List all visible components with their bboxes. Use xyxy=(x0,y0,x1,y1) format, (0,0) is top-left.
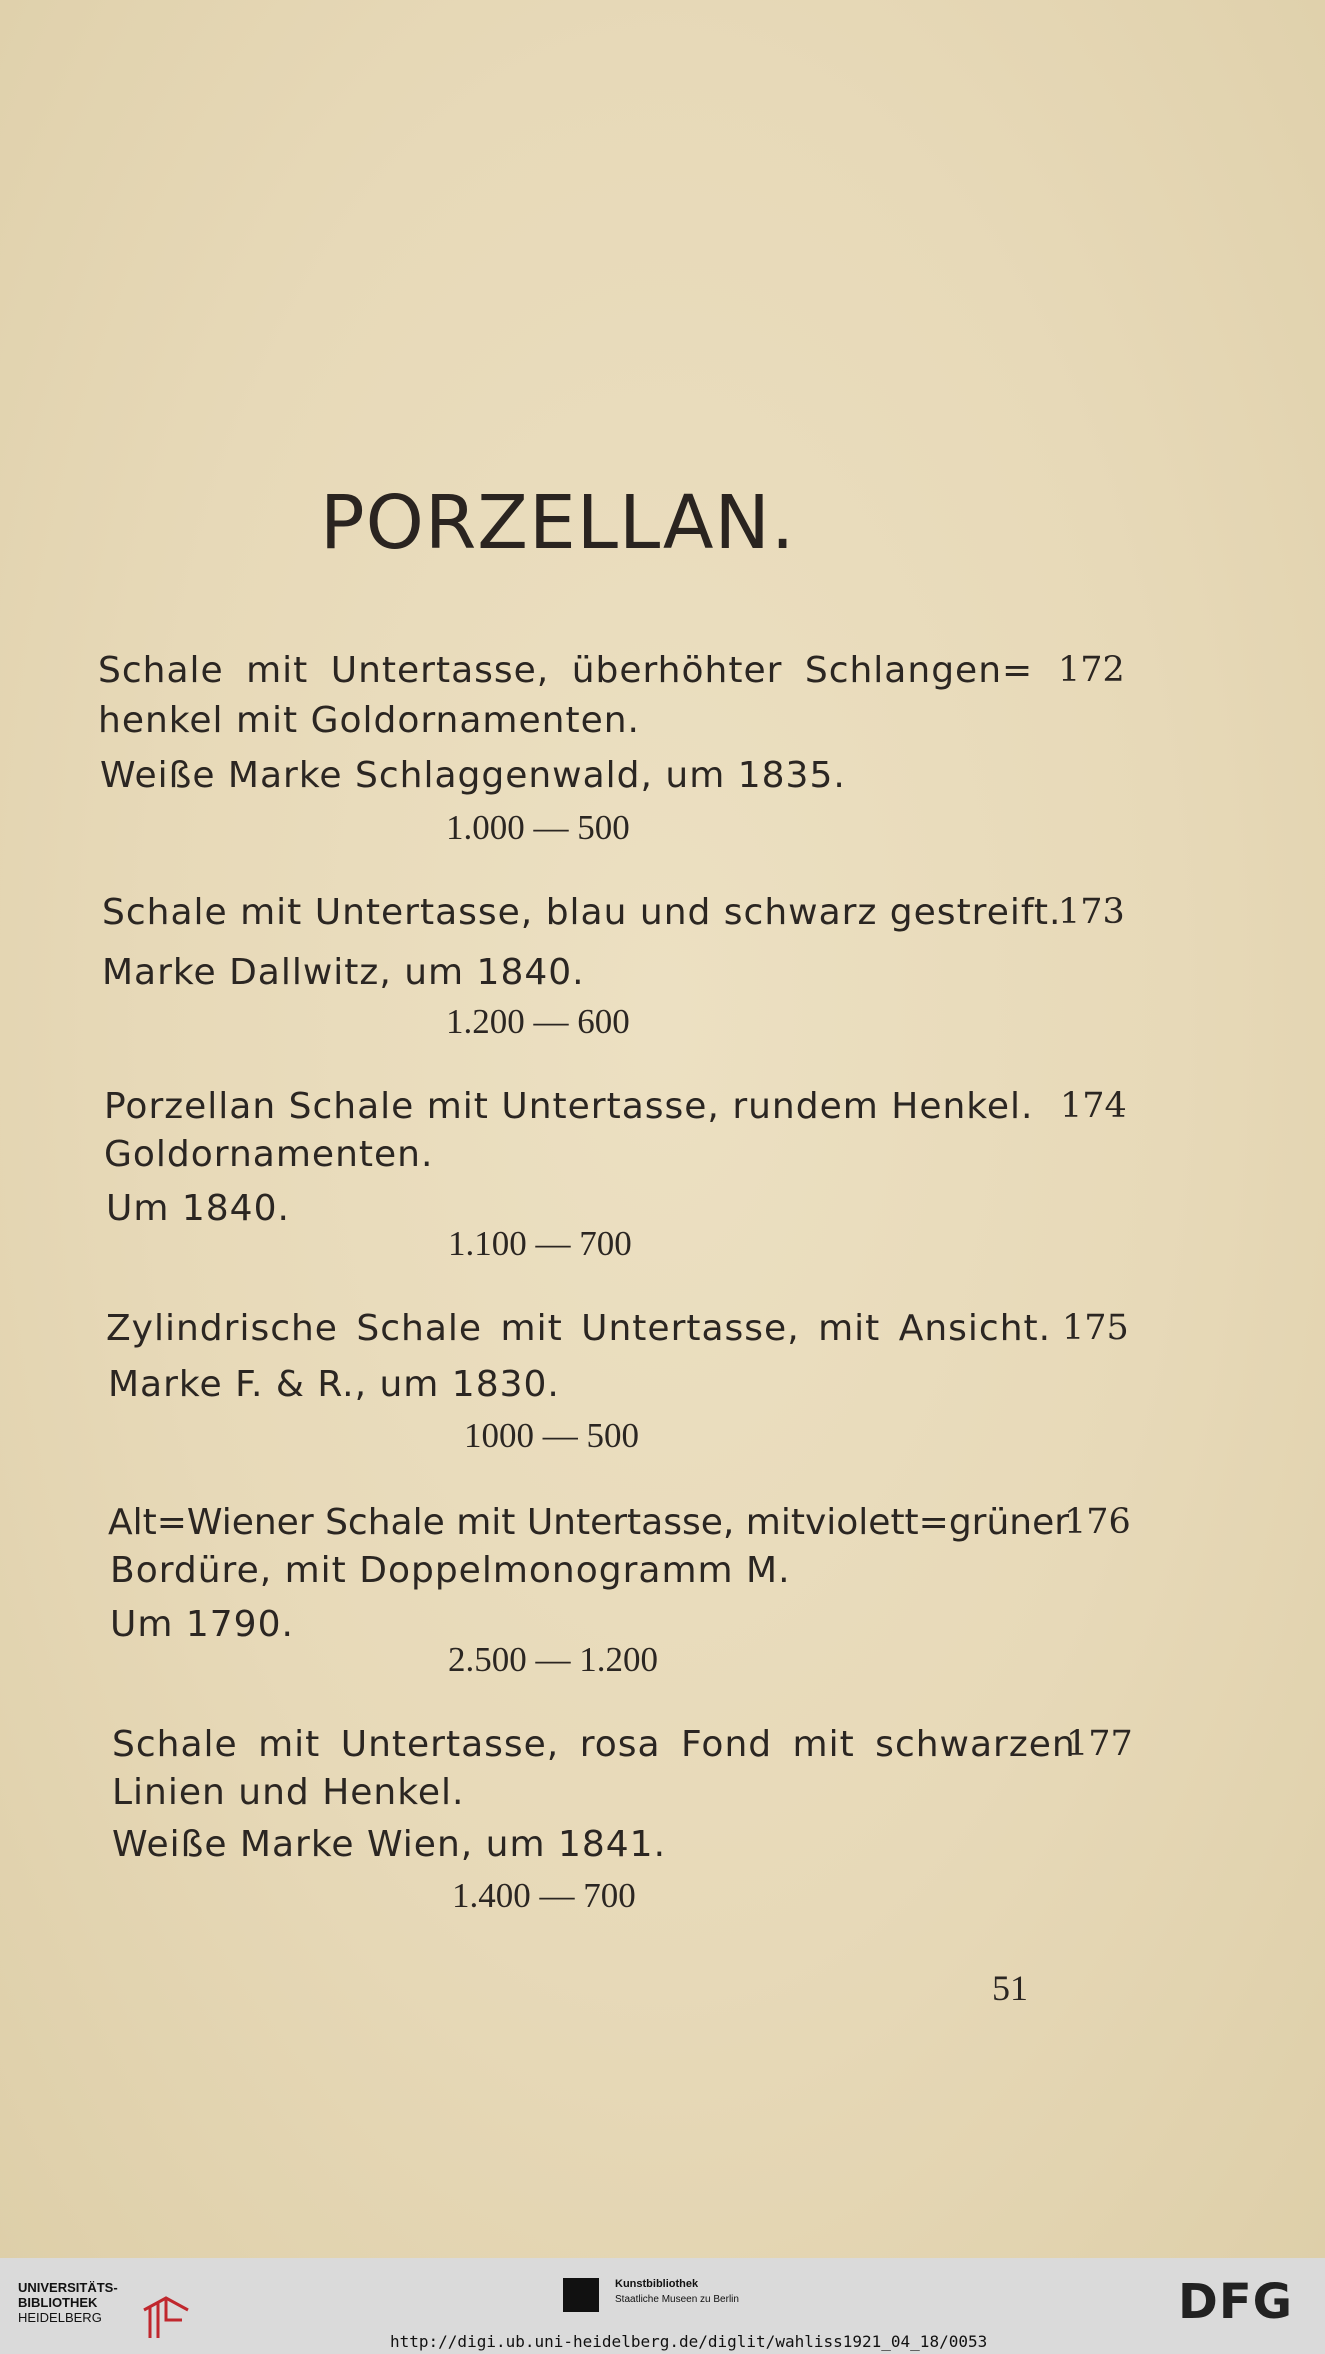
entry-line: Schale mit Untertasse, rosa Fond mit schwarzen xyxy=(112,1724,1076,1765)
library-name-line3: HEIDELBERG xyxy=(18,2310,102,2325)
entry-line: Porzellan Schale mit Untertasse, rundem Henkel. xyxy=(104,1086,1034,1127)
entry-price: 1.400 — 700 xyxy=(452,1876,636,1915)
university-library-logo[interactable] xyxy=(18,2280,188,2336)
entry-price: 1.100 — 700 xyxy=(448,1224,632,1263)
entry-line: Um 1840. xyxy=(106,1188,290,1229)
dfg-logo[interactable]: DFG xyxy=(1178,2274,1294,2330)
library-emblem-icon xyxy=(136,2280,196,2342)
entry-line: Alt=Wiener Schale mit Untertasse, mitviolett=grüner xyxy=(108,1502,1070,1543)
permalink-url[interactable]: http://digi.ub.uni-heidelberg.de/diglit/wahliss1921_04_18/0053 xyxy=(390,2332,988,2351)
entry-price: 1.000 — 500 xyxy=(446,808,630,847)
entry-number: 173 xyxy=(1058,892,1125,932)
kunstbibliothek-square-icon xyxy=(563,2278,599,2312)
entry-line: Bordüre, mit Doppelmonogramm M. xyxy=(110,1550,791,1591)
entry-line: Schale mit Untertasse, überhöhter Schlangen= xyxy=(98,650,1034,691)
entry-number: 175 xyxy=(1062,1308,1129,1348)
entry-price: 2.500 — 1.200 xyxy=(448,1640,658,1679)
footer-bar xyxy=(0,2258,1325,2354)
entry-number: 177 xyxy=(1066,1724,1133,1764)
entry-line: Weiße Marke Schlaggenwald, um 1835. xyxy=(100,755,846,796)
kb-subtitle: Staatliche Museen zu Berlin xyxy=(615,2294,739,2305)
page-number: 51 xyxy=(992,1968,1028,2008)
library-name-line1: UNIVERSITÄTS- xyxy=(18,2280,118,2295)
entry-number: 174 xyxy=(1060,1086,1127,1126)
entry-line: Schale mit Untertasse, blau und schwarz gestreift. xyxy=(102,892,1062,933)
page-title: PORZELLAN. xyxy=(320,480,796,566)
entry-number: 176 xyxy=(1064,1502,1131,1542)
entry-price: 1.200 — 600 xyxy=(446,1002,630,1041)
entry-line: henkel mit Goldornamenten. xyxy=(98,700,640,741)
entry-line: Weiße Marke Wien, um 1841. xyxy=(112,1824,667,1865)
entry-line: Marke F. & R., um 1830. xyxy=(108,1364,560,1405)
kb-name: Kunstbibliothek xyxy=(615,2278,699,2290)
entry-price: 1000 — 500 xyxy=(464,1416,639,1455)
library-name-line2: BIBLIOTHEK xyxy=(18,2295,98,2310)
entry-line: Zylindrische Schale mit Untertasse, mit Ansicht. xyxy=(106,1308,1052,1349)
entry-line: Linien und Henkel. xyxy=(112,1772,465,1813)
entry-number: 172 xyxy=(1058,650,1125,690)
kunstbibliothek-logo[interactable] xyxy=(563,2272,783,2312)
entry-line: Marke Dallwitz, um 1840. xyxy=(102,952,585,993)
entry-line: Um 1790. xyxy=(110,1604,294,1645)
entry-line: Goldornamenten. xyxy=(104,1134,434,1175)
